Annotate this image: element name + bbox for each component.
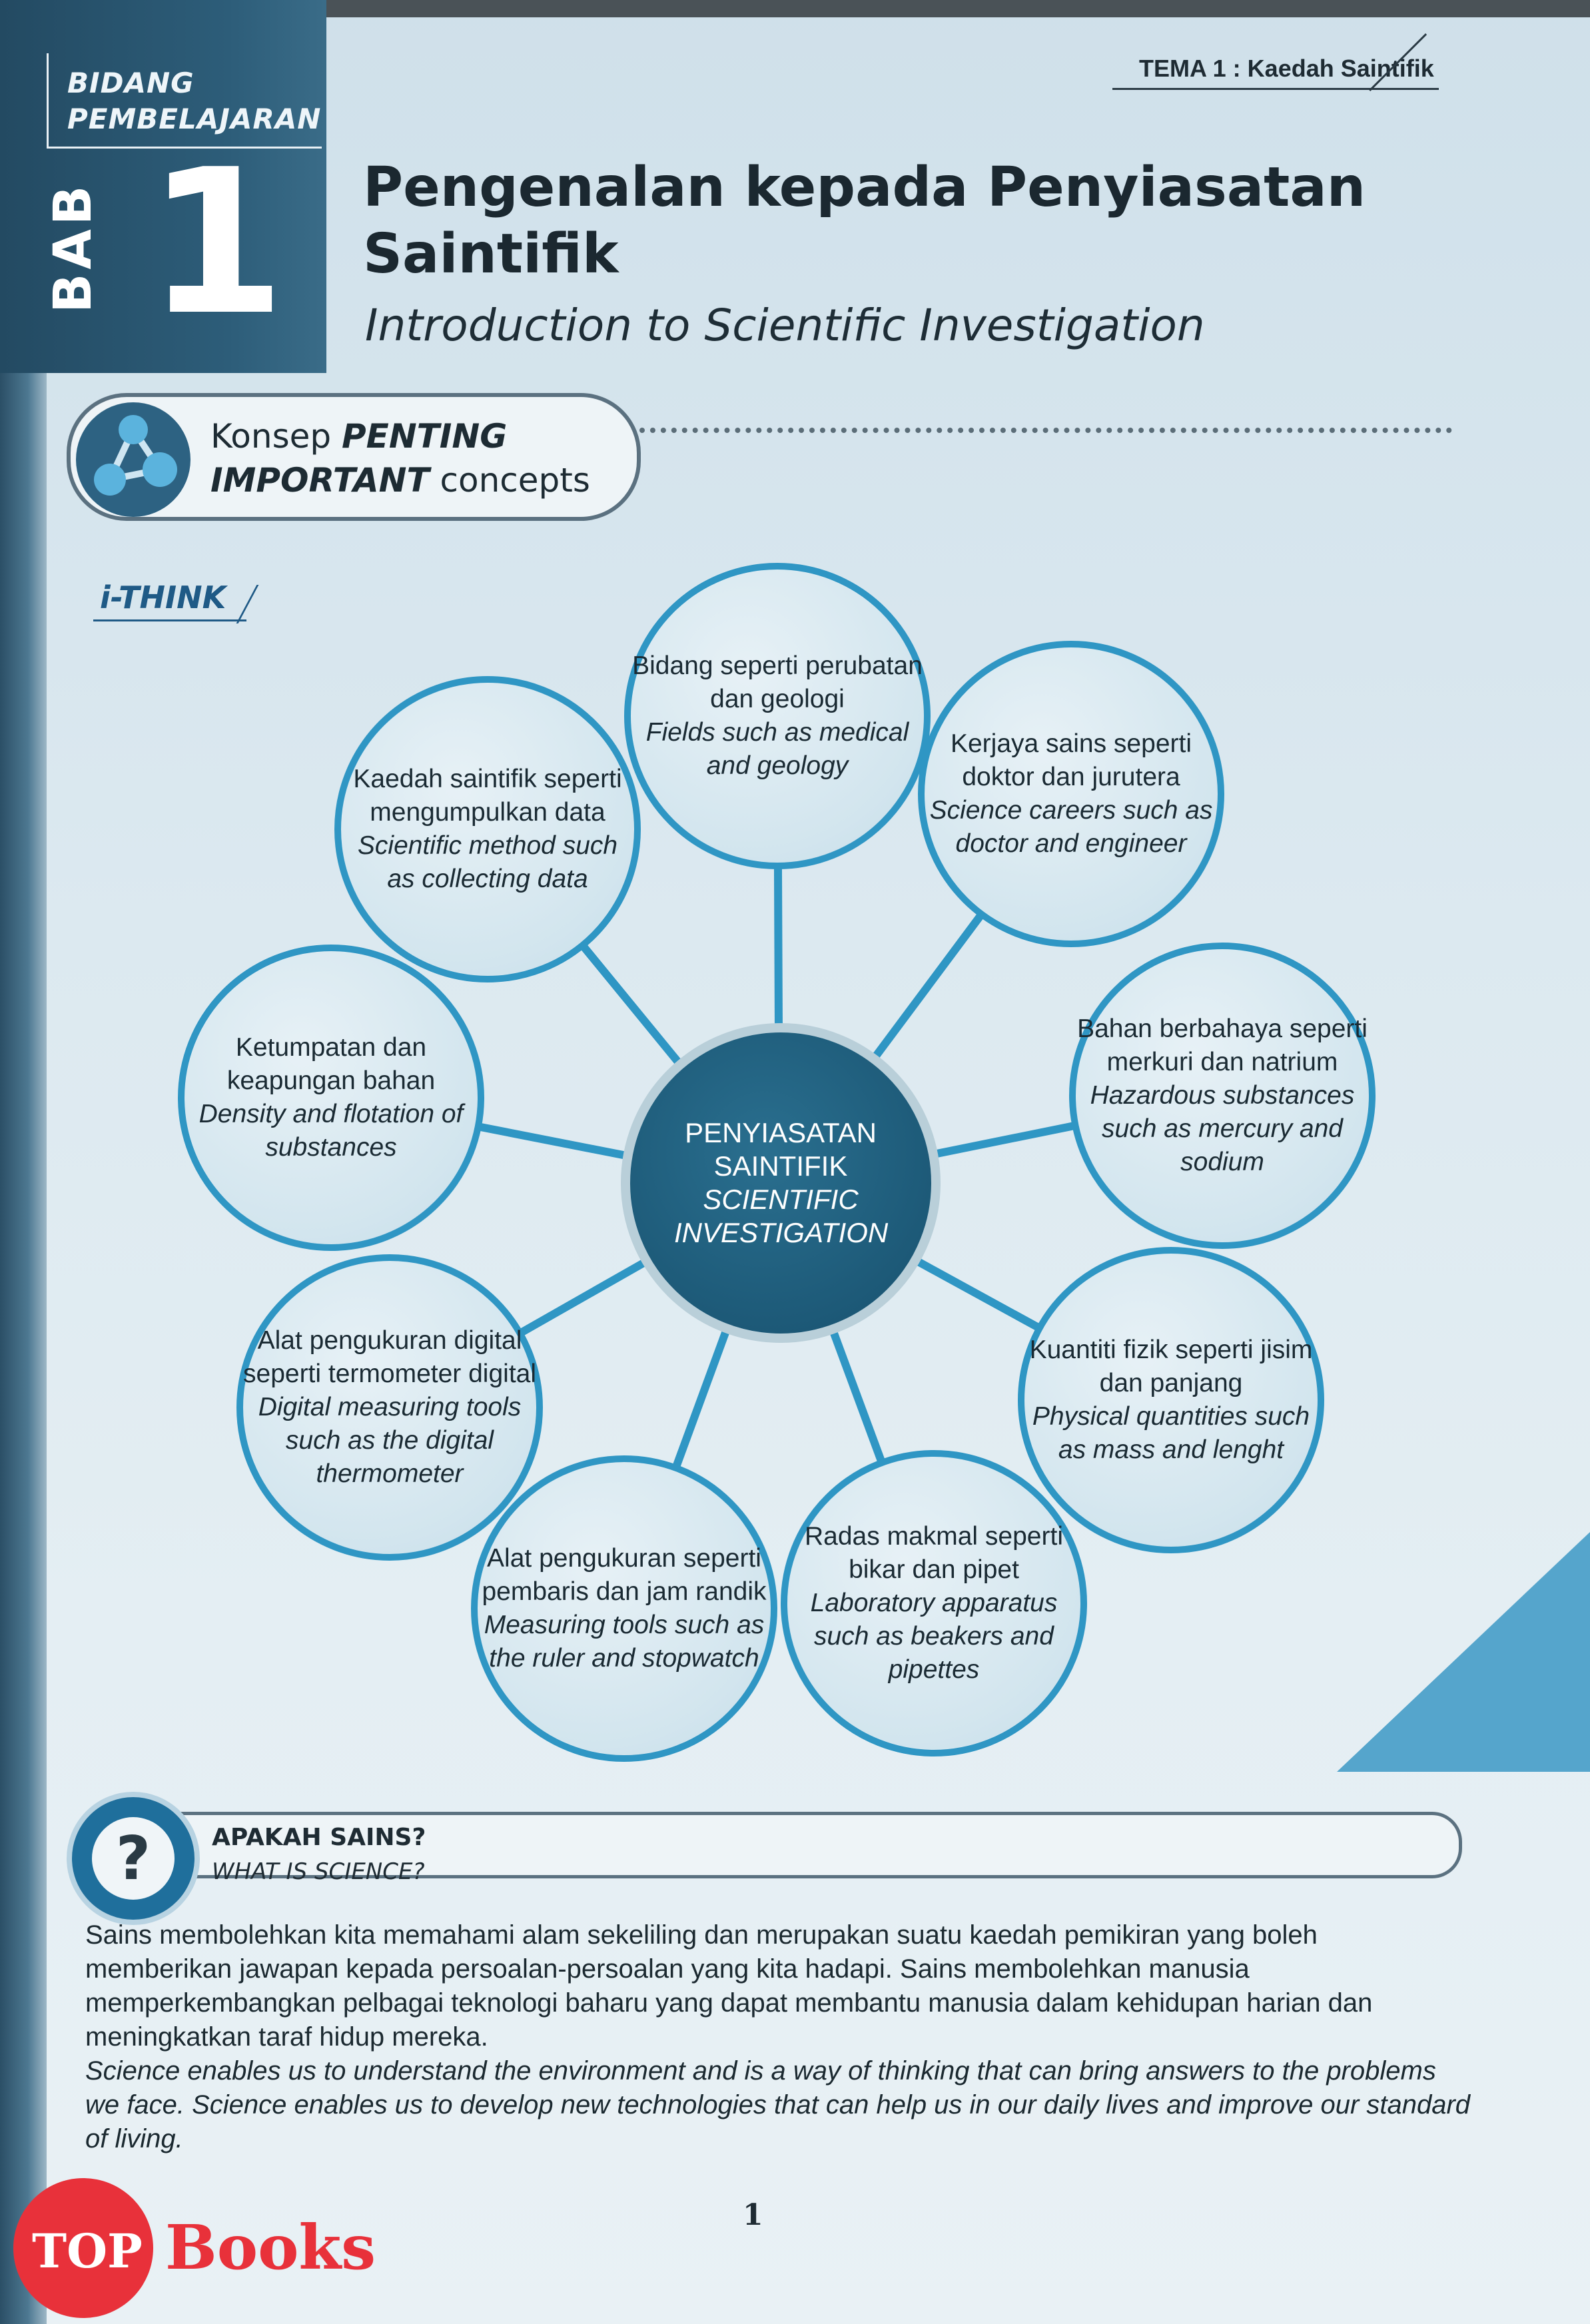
node-measuring-tools bbox=[471, 1455, 777, 1762]
node-laboratory-ms: Radas makmal seperti bikar dan pipet bbox=[805, 1522, 1063, 1584]
bidang-line2: PEMBELAJARAN bbox=[67, 103, 322, 135]
node-careers-en: Science careers such as doctor and engineer bbox=[929, 796, 1213, 858]
chapter-number: 1 bbox=[147, 127, 286, 359]
node-hazardous-ms: Bahan berbahaya seperti merkuri dan natrium bbox=[1077, 1014, 1368, 1076]
chapter-title: Pengenalan kepada Penyiasatan Saintifik bbox=[363, 156, 1366, 286]
node-method-en: Scientific method such as collecting data bbox=[357, 831, 618, 893]
topbooks-logo bbox=[13, 2178, 386, 2311]
node-hazardous-en: Hazardous substances such as mercury and sodium bbox=[1090, 1081, 1355, 1176]
node-digital-tools bbox=[236, 1254, 543, 1561]
node-density-en: Density and flotation of substances bbox=[199, 1100, 464, 1162]
node-fields bbox=[624, 563, 931, 869]
konsep-line1-bold: PENTING bbox=[342, 417, 508, 456]
node-measuring-ms: Alat pengukuran seperti pembaris dan jam randik bbox=[482, 1544, 767, 1606]
apakah-subtitle: WHAT IS SCIENCE? bbox=[212, 1858, 425, 1885]
node-physical-ms: Kuantiti fizik seperti jisim dan panjang bbox=[1029, 1336, 1313, 1397]
question-mark-icon: ? bbox=[92, 1817, 175, 1900]
bab-label: BAB bbox=[43, 181, 103, 313]
node-physical-en: Physical quantities such as mass and lenght bbox=[1032, 1402, 1310, 1464]
center-ms: PENYIASATAN SAINTIFIK bbox=[685, 1117, 877, 1182]
ithink-label: i-THINK bbox=[100, 580, 226, 615]
logo-top-text: TOP bbox=[32, 2223, 143, 2279]
logo-books-text: Books bbox=[165, 2211, 376, 2283]
node-digital-en: Digital measuring tools such as the digital thermometer bbox=[258, 1393, 522, 1488]
node-density-ms: Ketumpatan dan keapungan bahan bbox=[226, 1033, 436, 1095]
node-density bbox=[178, 945, 484, 1251]
node-method-ms: Kaedah saintifik seperti mengumpulkan data bbox=[353, 765, 622, 827]
node-fields-ms: Bidang seperti perubatan dan geologi bbox=[632, 651, 923, 713]
question-badge bbox=[67, 1792, 200, 1925]
page-number: 1 bbox=[743, 2198, 763, 2232]
node-digital-ms: Alat pengukuran digital seperti termometer digital bbox=[243, 1326, 537, 1388]
bidang-line1: BIDANG bbox=[67, 67, 195, 99]
chapter-title-english: Introduction to Scientific Investigation bbox=[365, 300, 1205, 351]
node-laboratory bbox=[781, 1450, 1087, 1756]
node-laboratory-en: Laboratory apparatus such as beakers and pipettes bbox=[810, 1589, 1058, 1684]
konsep-line1-plain: Konsep bbox=[210, 417, 342, 456]
node-careers bbox=[918, 641, 1224, 947]
paragraph-en: Science enables us to understand the environment and is a way of thinking that can bring answers to the problems we face. Science enables us to develop new technologies that can help us in our daily lives and improve our standard of living. bbox=[85, 2056, 1471, 2153]
konsep-line2-bold: IMPORTANT bbox=[210, 461, 430, 500]
mindmap-center bbox=[621, 1023, 941, 1343]
center-en: SCIENTIFIC INVESTIGATION bbox=[674, 1184, 889, 1248]
node-scientific-method bbox=[334, 676, 641, 982]
paragraph-ms: Sains membolehkan kita memahami alam sekeliling dan merupakan suatu kaedah pemikiran yang boleh memberikan jawapan kepada persoalan-persoalan yang kita hadapi. Sains membolehkan manusia memperkembangkan pelbagai teknologi baharu yang dapat membantu manusia dalam kehidupan harian dan meningkatkan taraf hidup mereka. bbox=[85, 1920, 1373, 2052]
konsep-line2-plain: concepts bbox=[429, 461, 590, 500]
theme-label: TEMA 1 : Kaedah Saintifik bbox=[1139, 55, 1434, 82]
node-fields-en: Fields such as medical and geology bbox=[645, 718, 909, 780]
apakah-title: APAKAH SAINS? bbox=[212, 1824, 426, 1851]
node-hazardous bbox=[1069, 943, 1376, 1249]
node-measuring-en: Measuring tools such as the ruler and stopwatch bbox=[484, 1611, 765, 1673]
node-physical-quantities bbox=[1018, 1247, 1324, 1553]
science-paragraph bbox=[85, 1918, 1471, 2156]
decorative-triangle bbox=[1337, 1532, 1590, 1772]
node-careers-ms: Kerjaya sains seperti doktor dan jurutera bbox=[950, 729, 1192, 791]
